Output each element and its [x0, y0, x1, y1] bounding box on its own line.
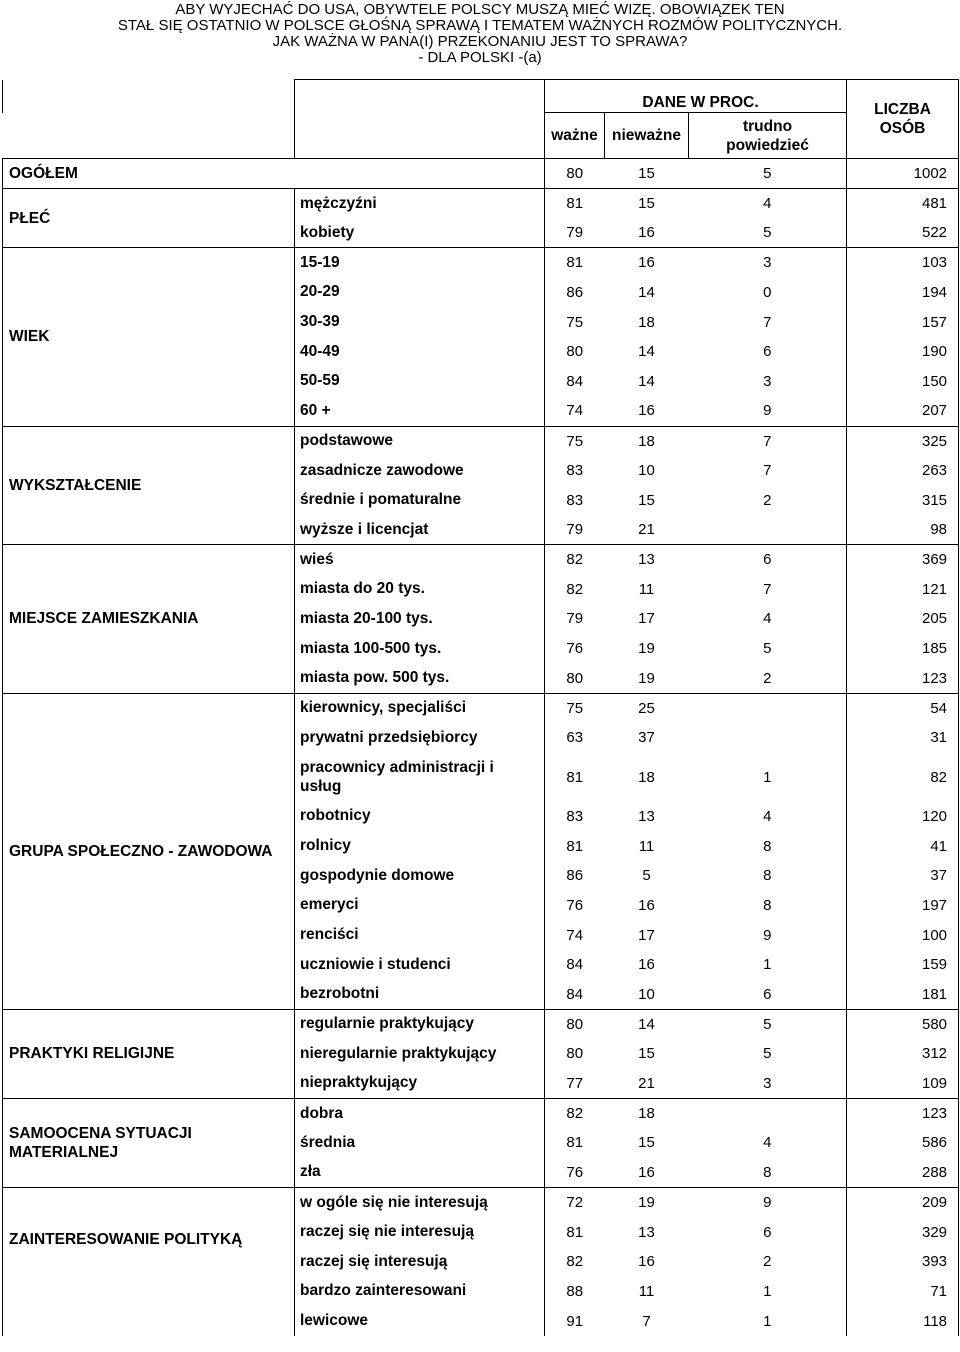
row-label: 30-39 [295, 307, 545, 337]
row-label: 15-19 [295, 248, 545, 278]
value-cell: 11 [638, 580, 655, 598]
count-cell: 190 [847, 337, 959, 367]
value-cell: 79 [545, 218, 605, 248]
value-cell: 3 [763, 1074, 772, 1092]
value-cell: 14 [638, 283, 655, 301]
table-row [3, 426, 959, 456]
value-cell: 1 [763, 1282, 772, 1300]
count-cell: 197 [847, 891, 959, 921]
value-cell: 1 [763, 1312, 772, 1330]
row-label: uczniowie i studenci [295, 950, 545, 980]
value-cell: 17 [638, 926, 655, 944]
value-cell: 16 [638, 896, 655, 914]
value-cell: 82 [545, 545, 605, 575]
row-label: raczej się nie interesują [295, 1217, 545, 1247]
table-row [3, 1098, 959, 1128]
count-cell: 369 [847, 545, 959, 575]
value-cell: 2 [763, 1253, 772, 1271]
value-cell: 1 [763, 956, 772, 974]
count-cell: 393 [847, 1247, 959, 1277]
count-cell: 100 [847, 920, 959, 950]
count-cell: 205 [847, 604, 959, 634]
category-label: WIEK [3, 248, 295, 426]
value-cell: 16 [605, 248, 689, 278]
value-cell: 14 [605, 1009, 689, 1039]
value-cell: 4 [763, 807, 772, 825]
value-cell: 3 [689, 248, 847, 278]
count-cell: 54 [847, 693, 959, 723]
table-row [3, 1009, 959, 1039]
value-cell [689, 1098, 847, 1128]
value-cell: 6 [689, 545, 847, 575]
value-cell: 9 [763, 402, 772, 420]
row-label: miasta do 20 tys. [295, 574, 545, 604]
value-cell: 81 [545, 248, 605, 278]
value-cell: 8 [763, 837, 772, 855]
row-label: zła [295, 1158, 545, 1188]
value-cell: 19 [605, 1188, 689, 1218]
table-row [3, 545, 959, 575]
row-label: pracownicy administracji i usług [295, 753, 545, 802]
value-cell: 13 [638, 807, 655, 825]
value-cell: 25 [605, 693, 689, 723]
row-label: w ogóle się nie interesują [295, 1188, 545, 1218]
value-cell: 79 [545, 515, 605, 545]
value-cell: 75 [545, 426, 605, 456]
row-label: kierownicy, specjaliści [295, 693, 545, 723]
value-cell: 19 [638, 669, 655, 687]
value-cell: 13 [605, 545, 689, 575]
row-label: lewicowe [295, 1306, 545, 1336]
value-cell: 86 [545, 861, 605, 891]
value-cell: 7 [642, 1312, 651, 1330]
value-cell: 10 [638, 462, 655, 480]
count-cell: 325 [847, 426, 959, 456]
count-cell: 41 [847, 831, 959, 861]
count-cell: 312 [847, 1039, 959, 1069]
value-cell: 4 [763, 610, 772, 628]
value-cell [689, 693, 847, 723]
count-cell: 103 [847, 248, 959, 278]
title-line-2: STAŁ SIĘ OSTATNIO W POLSCE GŁOŚNĄ SPRAWĄ I TEMATEM WAŻNYCH ROZMÓW POLITYCZNYCH. [117, 17, 843, 34]
count-cell: 207 [847, 396, 959, 426]
value-cell: 91 [545, 1306, 605, 1336]
row-label: rolnicy [295, 831, 545, 861]
count-cell: 123 [847, 1098, 959, 1128]
row-label: raczej się interesują [295, 1247, 545, 1277]
row-label: 40-49 [295, 337, 545, 367]
value-cell: 7 [689, 426, 847, 456]
value-cell [689, 723, 847, 753]
hard-to-say-header [689, 113, 847, 159]
value-cell: 6 [763, 985, 772, 1003]
count-header [847, 80, 959, 159]
count-header-line-1: LICZBA [874, 101, 931, 118]
value-cell: 11 [638, 837, 655, 855]
value-cell: 81 [545, 1128, 605, 1158]
count-cell: 481 [847, 189, 959, 219]
value-cell: 14 [638, 343, 655, 361]
count-cell: 37 [847, 861, 959, 891]
value-cell: 86 [545, 278, 605, 308]
count-cell: 150 [847, 367, 959, 397]
row-label: wyższe i licencjat [295, 515, 545, 545]
value-cell: 9 [689, 1188, 847, 1218]
value-cell: 84 [545, 980, 605, 1010]
total-value: 15 [605, 159, 689, 189]
count-cell: 109 [847, 1069, 959, 1099]
value-cell: 5 [763, 640, 772, 658]
value-cell: 18 [605, 1098, 689, 1128]
category-label: PRAKTYKI RELIGIJNE [3, 1009, 295, 1098]
count-cell: 121 [847, 574, 959, 604]
row-label: kobiety [295, 218, 545, 248]
value-cell: 7 [763, 462, 772, 480]
value-cell: 15 [638, 1045, 655, 1063]
row-label: nieregularnie praktykujący [295, 1039, 545, 1069]
category-label: PŁEĆ [3, 189, 295, 248]
count-cell: 181 [847, 980, 959, 1010]
value-cell: 72 [545, 1188, 605, 1218]
value-cell: 21 [638, 521, 655, 539]
row-label: renciści [295, 920, 545, 950]
count-cell: 123 [847, 664, 959, 694]
unimportant-header: nieważne [605, 113, 689, 159]
row-label: mężczyźni [295, 189, 545, 219]
important-header: ważne [545, 113, 605, 159]
value-cell: 84 [545, 367, 605, 397]
value-cell: 82 [545, 1098, 605, 1128]
survey-question-title [0, 2, 960, 66]
table-row [3, 693, 959, 723]
value-cell: 74 [545, 396, 605, 426]
count-cell: 586 [847, 1128, 959, 1158]
row-label: wieś [295, 545, 545, 575]
value-cell: 17 [638, 610, 655, 628]
value-cell: 6 [763, 343, 772, 361]
value-cell: 83 [545, 456, 605, 486]
hard-to-say-line-1: trudno [742, 117, 793, 135]
row-label: niepraktykujący [295, 1069, 545, 1099]
value-cell: 5 [642, 867, 651, 885]
value-cell: 76 [545, 891, 605, 921]
value-cell: 63 [545, 723, 605, 753]
value-cell: 15 [605, 189, 689, 219]
row-label: bardzo zainteresowani [295, 1277, 545, 1307]
value-cell: 7 [763, 313, 772, 331]
results-table [2, 79, 959, 1336]
count-cell: 315 [847, 485, 959, 515]
category-label: GRUPA SPOŁECZNO - ZAWODOWA [3, 693, 295, 1009]
value-cell: 5 [763, 224, 772, 242]
value-cell: 1 [763, 768, 772, 786]
value-cell: 81 [545, 753, 605, 802]
value-cell: 16 [638, 956, 655, 974]
value-cell: 37 [638, 729, 655, 747]
row-label: miasta 100-500 tys. [295, 634, 545, 664]
value-cell: 18 [638, 768, 655, 786]
count-cell: 209 [847, 1188, 959, 1218]
value-cell: 8 [763, 867, 772, 885]
value-cell: 11 [638, 1282, 655, 1300]
row-label: regularnie praktykujący [295, 1009, 545, 1039]
value-cell: 81 [545, 831, 605, 861]
value-cell: 88 [545, 1277, 605, 1307]
value-cell: 18 [638, 313, 655, 331]
value-cell: 82 [545, 574, 605, 604]
value-cell: 80 [545, 1009, 605, 1039]
value-cell: 19 [638, 640, 655, 658]
count-cell: 118 [847, 1306, 959, 1336]
value-cell: 79 [545, 604, 605, 634]
count-cell: 157 [847, 307, 959, 337]
count-cell: 288 [847, 1158, 959, 1188]
count-cell: 194 [847, 278, 959, 308]
total-value: 5 [689, 159, 847, 189]
total-row [3, 159, 959, 189]
value-cell: 84 [545, 950, 605, 980]
value-cell: 21 [638, 1074, 655, 1092]
row-label: robotnicy [295, 802, 545, 832]
value-cell: 8 [763, 896, 772, 914]
count-cell: 159 [847, 950, 959, 980]
value-cell: 6 [763, 1223, 772, 1241]
row-label: 60 + [295, 396, 545, 426]
value-cell: 5 [689, 1009, 847, 1039]
category-label: WYKSZTAŁCENIE [3, 426, 295, 545]
value-cell: 75 [545, 693, 605, 723]
category-label: ZAINTERESOWANIE POLITYKĄ [3, 1188, 295, 1336]
value-cell: 81 [545, 189, 605, 219]
row-label: dobra [295, 1098, 545, 1128]
value-cell: 16 [638, 224, 655, 242]
value-cell: 4 [763, 1134, 772, 1152]
table-row [3, 248, 959, 278]
value-cell: 14 [638, 372, 655, 390]
value-cell: 10 [638, 985, 655, 1003]
value-cell: 16 [638, 1253, 655, 1271]
category-label: MIEJSCE ZAMIESZKANIA [3, 545, 295, 693]
row-label: podstawowe [295, 426, 545, 456]
value-cell: 18 [605, 426, 689, 456]
table-row [3, 1188, 959, 1218]
title-line-3: JAK WAŻNA W PANA(I) PRZEKONANIU JEST TO SPRAWA? [272, 33, 688, 50]
value-cell: 4 [689, 189, 847, 219]
category-label: SAMOOCENA SYTUACJI MATERIALNEJ [3, 1098, 295, 1187]
title-line-1: ABY WYJECHAĆ DO USA, OBYWTELE POLSCY MUSZĄ MIEĆ WIZĘ. OBOWIĄZEK TEN [175, 1, 785, 18]
value-cell: 76 [545, 634, 605, 664]
value-cell: 16 [638, 402, 655, 420]
count-cell: 522 [847, 218, 959, 248]
row-label: prywatni przedsiębiorcy [295, 723, 545, 753]
table-row [3, 189, 959, 219]
row-label: gospodynie domowe [295, 861, 545, 891]
row-label: miasta pow. 500 tys. [295, 664, 545, 694]
value-cell: 2 [763, 669, 772, 687]
value-cell: 0 [763, 283, 772, 301]
count-cell: 580 [847, 1009, 959, 1039]
value-cell: 82 [545, 1247, 605, 1277]
count-cell: 185 [847, 634, 959, 664]
count-cell: 31 [847, 723, 959, 753]
count-cell: 329 [847, 1217, 959, 1247]
value-cell: 7 [763, 580, 772, 598]
value-cell: 13 [638, 1223, 655, 1241]
value-cell: 5 [763, 1045, 772, 1063]
value-cell: 76 [545, 1158, 605, 1188]
value-cell: 81 [545, 1217, 605, 1247]
value-cell: 8 [763, 1163, 772, 1181]
count-cell: 71 [847, 1277, 959, 1307]
value-cell: 75 [545, 307, 605, 337]
value-cell: 2 [763, 491, 772, 509]
row-label: 20-29 [295, 278, 545, 308]
value-cell: 80 [545, 337, 605, 367]
row-label: miasta 20-100 tys. [295, 604, 545, 634]
count-cell: 98 [847, 515, 959, 545]
value-cell: 16 [638, 1163, 655, 1181]
total-value: 80 [545, 159, 605, 189]
total-count: 1002 [847, 159, 959, 189]
count-header-line-2: OSÓB [879, 120, 926, 137]
count-cell: 82 [847, 753, 959, 802]
value-cell: 77 [545, 1069, 605, 1099]
hard-to-say-line-2: powiedzieć [726, 136, 809, 154]
value-cell: 83 [545, 485, 605, 515]
data-percent-header: DANE W PROC. [545, 80, 847, 113]
value-cell: 80 [545, 664, 605, 694]
value-cell: 9 [763, 926, 772, 944]
total-label: OGÓŁEM [3, 159, 545, 189]
title-line-4: - DLA POLSKI -(a) [418, 49, 542, 66]
row-label: 50-59 [295, 367, 545, 397]
value-cell: 15 [638, 1134, 655, 1152]
value-cell: 3 [763, 372, 772, 390]
value-cell: 83 [545, 802, 605, 832]
count-cell: 263 [847, 456, 959, 486]
value-cell [689, 515, 847, 545]
row-label: emeryci [295, 891, 545, 921]
row-label: średnia [295, 1128, 545, 1158]
count-cell: 120 [847, 802, 959, 832]
row-label: zasadnicze zawodowe [295, 456, 545, 486]
value-cell: 74 [545, 920, 605, 950]
row-label: średnie i pomaturalne [295, 485, 545, 515]
value-cell: 80 [545, 1039, 605, 1069]
value-cell: 15 [638, 491, 655, 509]
row-label: bezrobotni [295, 980, 545, 1010]
